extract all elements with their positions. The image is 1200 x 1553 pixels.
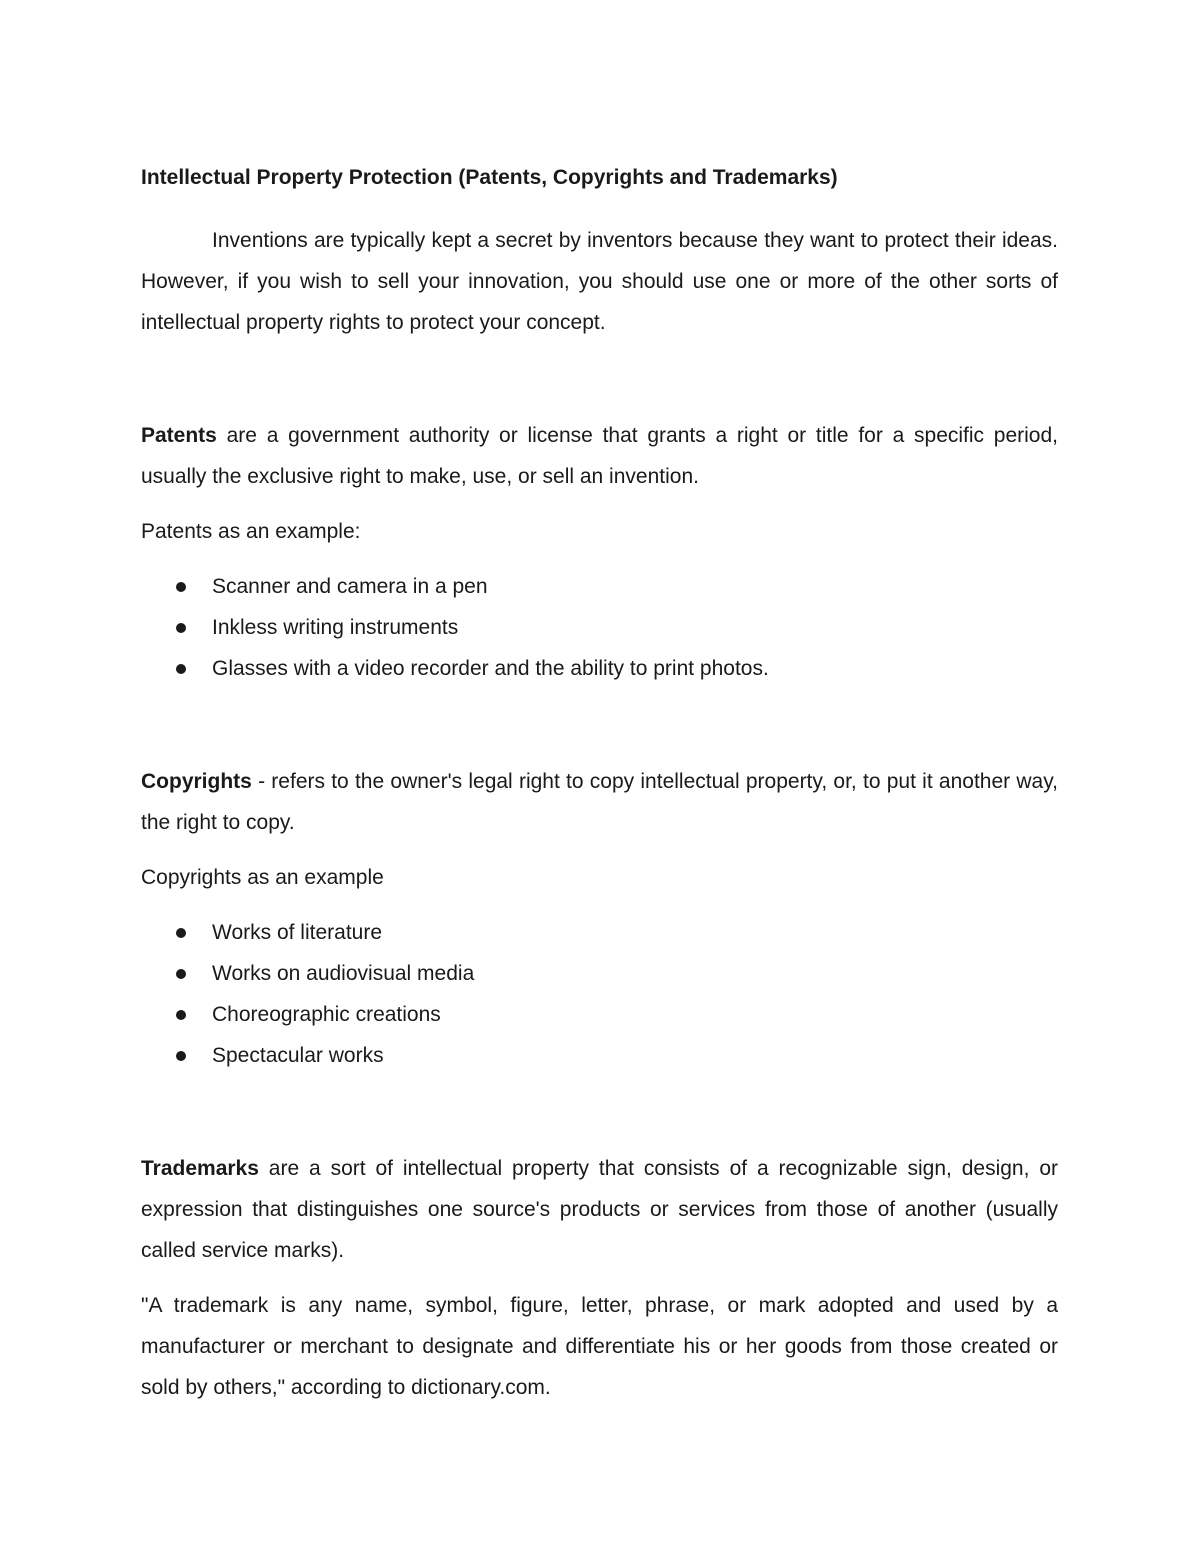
list-item bbox=[141, 994, 1058, 1035]
patents-example-heading: Patents as an example: bbox=[141, 520, 361, 543]
trademarks-definition-text: are a sort of intellectual property that consists of a recognizable sign, design, or expression that distinguishes one source's products or services from those of another (usually called service marks). bbox=[141, 1157, 1058, 1262]
list-item bbox=[141, 566, 1058, 607]
section-spacer bbox=[141, 1076, 1058, 1148]
intro-paragraph: Inventions are typically kept a secret by inventors because they want to protect their ideas. However, if you wish to sell your innovation, you should use one or more of the other sorts of intellectual property rights to protect your concept. bbox=[141, 229, 1058, 334]
copyrights-term: Copyrights bbox=[141, 770, 252, 793]
list-item bbox=[141, 953, 1058, 994]
list-item bbox=[141, 648, 1058, 689]
patents-definition bbox=[141, 415, 1058, 497]
list-item-text: Glasses with a video recorder and the ability to print photos. bbox=[212, 657, 769, 680]
bullet-icon bbox=[176, 664, 186, 674]
list-item bbox=[141, 1035, 1058, 1076]
copyrights-definition bbox=[141, 761, 1058, 843]
document-title: Intellectual Property Protection (Patents, Copyrights and Trademarks) bbox=[141, 166, 838, 189]
bullet-icon bbox=[176, 1010, 186, 1020]
copyrights-example-heading: Copyrights as an example bbox=[141, 866, 384, 889]
trademarks-term: Trademarks bbox=[141, 1157, 259, 1180]
list-item-text: Works of literature bbox=[212, 921, 382, 944]
copyrights-examples-list bbox=[141, 912, 1058, 1076]
patents-term: Patents bbox=[141, 424, 217, 447]
list-item bbox=[141, 607, 1058, 648]
paragraph-spacer bbox=[141, 497, 1058, 511]
trademarks-definition bbox=[141, 1148, 1058, 1271]
copyrights-definition-text: - refers to the owner's legal right to copy intellectual property, or, to put it another way, the right to copy. bbox=[141, 770, 1058, 834]
patents-definition-text: are a government authority or license that grants a right or title for a specific period, usually the exclusive right to make, use, or sell an invention. bbox=[141, 424, 1058, 488]
list-item bbox=[141, 912, 1058, 953]
bullet-icon bbox=[176, 1051, 186, 1061]
document-page bbox=[141, 160, 1058, 1408]
paragraph-spacer bbox=[141, 843, 1058, 857]
section-spacer bbox=[141, 689, 1058, 761]
bullet-icon bbox=[176, 969, 186, 979]
bullet-icon bbox=[176, 928, 186, 938]
paragraph-spacer bbox=[141, 1271, 1058, 1285]
trademark-quote: "A trademark is any name, symbol, figure, letter, phrase, or mark adopted and used by a manufacturer or merchant to designate and differentiate his or her goods from those created or sold by others," according to dictionary.com. bbox=[141, 1294, 1058, 1399]
section-spacer bbox=[141, 343, 1058, 415]
list-item-text: Works on audiovisual media bbox=[212, 962, 475, 985]
bullet-icon bbox=[176, 623, 186, 633]
list-item-text: Scanner and camera in a pen bbox=[212, 575, 488, 598]
patents-examples-list bbox=[141, 566, 1058, 689]
list-item-text: Spectacular works bbox=[212, 1044, 384, 1067]
list-item-text: Inkless writing instruments bbox=[212, 616, 459, 639]
bullet-icon bbox=[176, 582, 186, 592]
list-item-text: Choreographic creations bbox=[212, 1003, 441, 1026]
